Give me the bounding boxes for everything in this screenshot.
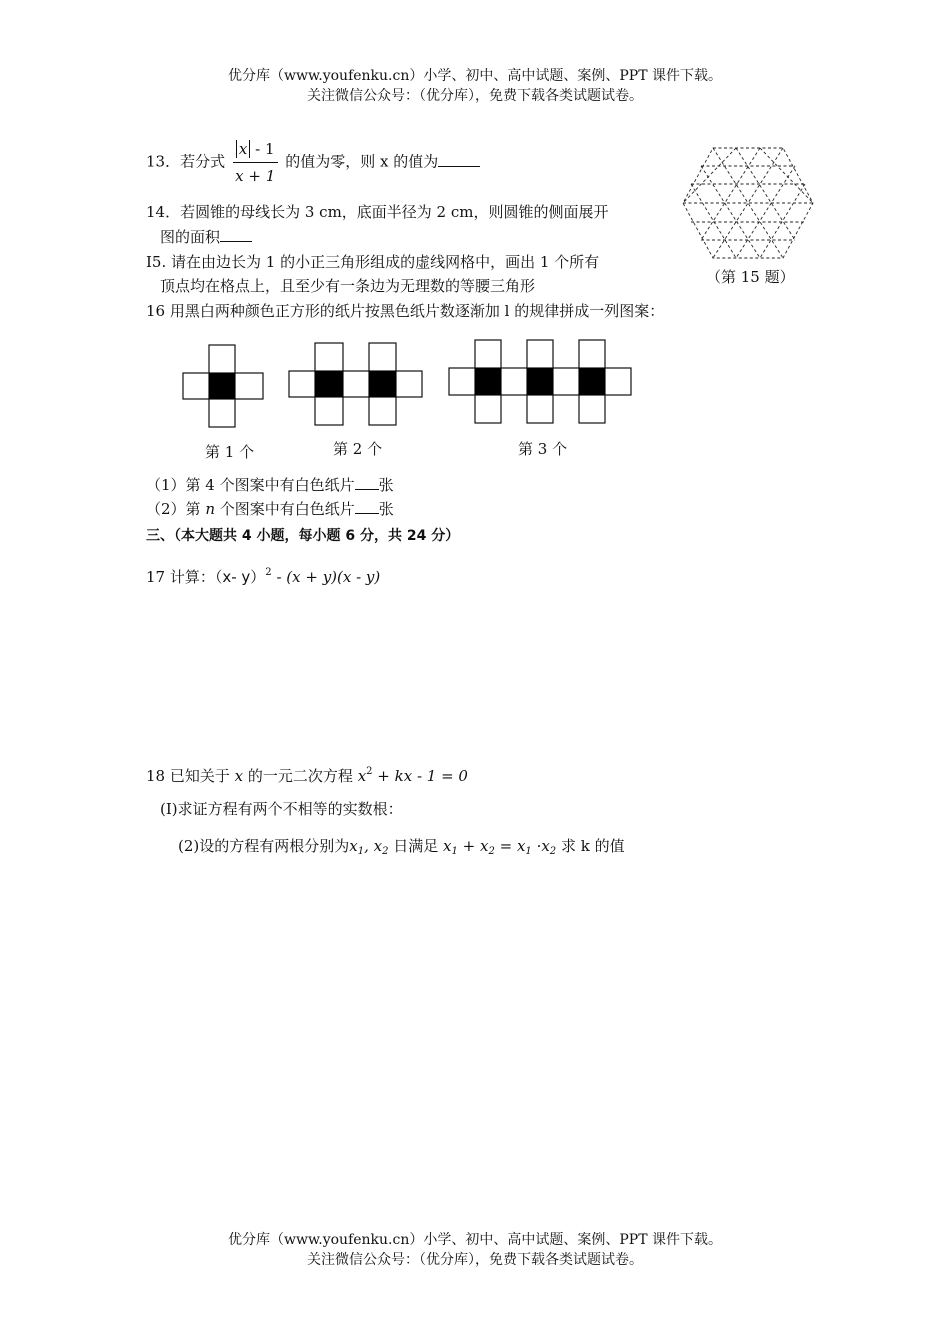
q13-denominator: x + 1 (235, 167, 276, 185)
q15-line-2: 顶点均在格点上，且至少有一条边为无理数的等腰三角形 (160, 277, 536, 295)
question-13 (146, 138, 480, 187)
q17-prefix: 17 计算： (146, 568, 215, 586)
header-line-2: 关注微信公众号：（优分库），免费下载各类试题试卷。 (307, 88, 643, 104)
q18-var: x (234, 767, 244, 785)
q16-pattern-label-1: 第 1 个 (205, 443, 255, 461)
q16-sub-2-var: n (205, 500, 215, 518)
q18-part-2 (178, 835, 625, 863)
section-3-title: 三、（本大题共 4 小题，每小题 6 分，共 24 分） (146, 528, 460, 544)
q17-exponent: 2 (265, 567, 272, 578)
question-18 (146, 761, 468, 787)
q16-sub-1 (146, 474, 394, 496)
q18-part-2-pre: (2)设的方程有两根分别为 (178, 837, 350, 855)
q18-eq-a: x (357, 767, 367, 785)
q16-patterns-figure (175, 335, 645, 435)
q16-sub-2-post: 个图案中有白色纸片 (219, 500, 355, 518)
q18-prefix: 18 已知关于 (146, 767, 230, 785)
question-17 (146, 562, 380, 588)
q14-line-1: 14．若圆锥的母线长为 3 cm，底面半径为 2 cm，则圆锥的侧面展开 (146, 203, 609, 221)
q13-answer-blank[interactable] (438, 152, 480, 167)
q18-part-2-post: 求 k 的值 (560, 837, 625, 855)
q15-figure-caption: （第 15 题） (706, 268, 795, 286)
q13-fraction (233, 138, 278, 187)
footer-line-1: 优分库（www.youfenku.cn）小学、初中、高中试题、案例、PPT 课件下载。 (227, 1232, 722, 1248)
q18-part-2-mid: 日满足 (393, 837, 439, 855)
q16-pattern-label-3: 第 3 个 (518, 440, 568, 458)
q18-mid: 的一元二次方程 (247, 767, 353, 785)
q16-sub-1-text: （1）第 4 个图案中有白色纸片 (146, 476, 355, 494)
q18-eq-exp: 2 (366, 766, 373, 777)
q17-expr-a: （x- y） (214, 568, 266, 586)
q18-roots: $x_1$, $x_2$ (349, 837, 389, 857)
q17-expr-b: - (x + y)(x - y) (271, 568, 381, 586)
q18-eq-b: + kx - 1 = 0 (372, 767, 468, 785)
q16-sub-2-unit: 张 (378, 500, 394, 518)
q16-sub-1-unit: 张 (378, 476, 394, 494)
q16-sub-2-pre: （2）第 (146, 500, 201, 518)
q13-prefix: 13．若分式 (146, 152, 226, 171)
header-line-1: 优分库（www.youfenku.cn）小学、初中、高中试题、案例、PPT 课件下载。 (227, 68, 722, 84)
q14-line-2 (160, 226, 252, 248)
q16-sub-2 (146, 498, 394, 520)
q14-answer-blank[interactable] (220, 227, 252, 242)
q16-sub-2-blank[interactable] (355, 499, 379, 514)
q18-condition: $x_1 + x_2 = x_1 \cdot x_2$ (443, 837, 557, 857)
footer-line-2: 关注微信公众号：（优分库），免费下载各类试题试卷。 (307, 1252, 643, 1268)
q13-numerator: x - 1 (233, 138, 278, 163)
q16-pattern-label-2: 第 2 个 (333, 440, 383, 458)
q15-triangle-grid-figure (678, 143, 818, 273)
q15-line-1: I5. 请在由边长为 1 的小正三角形组成的虚线网格中，画出 1 个所有 (146, 253, 600, 271)
q18-part-1: (I)求证方程有两个不相等的实数根： (160, 800, 403, 818)
q13-suffix: 的值为零，则 x 的值为 (285, 152, 439, 171)
q16-sub-1-blank[interactable] (355, 475, 379, 490)
q16-text: 16 用黑白两种颜色正方形的纸片按黑色纸片数逐渐加 l 的规律拼成一列图案： (146, 302, 665, 320)
q14-line-2-text: 图的面积 (160, 228, 221, 246)
